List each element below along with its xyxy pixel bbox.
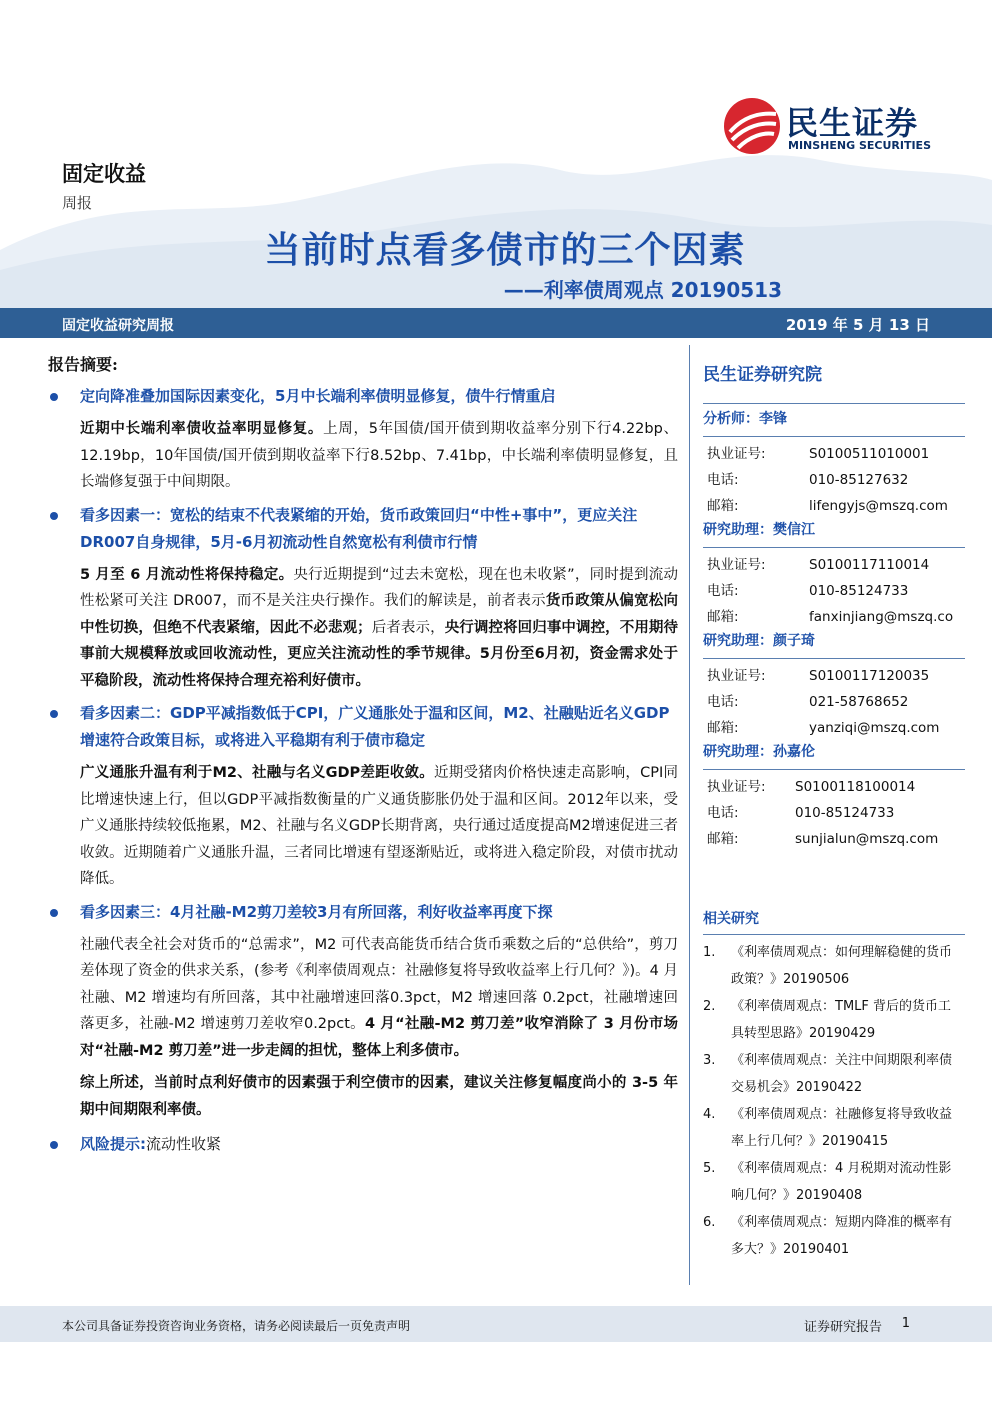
logo-cn-text: 民生证券: [786, 104, 919, 142]
section-paragraph: 近期中长端利率债收益率明显修复。上周，5年国债/国开债到期收益率分别下行4.22bp、12.19bp，10年国债/国开债到期收益率下行8.52bp、7.41bp，中长端利率债明显修复，且长端修复强于中间期限。: [80, 421, 678, 490]
risk-note: 风险提示:流动性收紧: [48, 1131, 678, 1158]
divider: [703, 934, 965, 935]
contact-row: 电话: 021-58768652: [707, 694, 909, 710]
contact-row: 执业证号: S0100117110014: [707, 557, 930, 573]
report-category: 固定收益: [62, 161, 146, 186]
minsheng-logo-icon: [722, 96, 782, 156]
page-subtitle: ——利率债周观点 20190513: [503, 278, 782, 302]
divider: [703, 436, 965, 437]
divider: [703, 403, 965, 404]
contact-row: 邮箱: fanxinjiang@mszq.co: [703, 604, 963, 630]
report-type: 周报: [62, 194, 93, 212]
column-divider: [689, 345, 690, 1285]
related-item[interactable]: 4. 《利率债周观点：社融修复将导致收益率上行几何？》20190415: [703, 1107, 953, 1149]
related-item[interactable]: 6. 《利率债周观点：短期内降准的概率有多大？》20190401: [703, 1215, 953, 1257]
report-date: 2019 年 5 月 13 日: [785, 316, 930, 334]
analyst-role: 研究助理：颜子琦: [703, 633, 815, 649]
header-band: [0, 308, 992, 338]
institute-name: 民生证券研究院: [703, 365, 822, 385]
section-paragraph: 社融代表全社会对货币的“总需求”，M2 可代表高能货币结合货币乘数之后的“总供给”，剪刀差体现了资金的供求关系，(参考《利率债周观点：社融修复将导致收益率上行几何？》)。4 月社融、M2 增速均有所回落，其中社融增速回落0.3pct，M2 增速回落 0.2pct，社融增速回落更多，社融-M2 增速剪刀差收窄0.2pct。4 月“社融-M2 剪刀差”收窄消除了 3 月份市场对“社融-M2 剪刀差”进一步走阔的担忧，整体上利多债市。: [80, 936, 679, 1059]
bullet-dot-icon: [50, 1141, 58, 1149]
related-research-title: 相关研究: [703, 911, 759, 927]
company-logo: [722, 96, 952, 160]
bullet-dot-icon: [50, 710, 58, 718]
bullet-dot-icon: [50, 393, 58, 401]
section-heading: 看多因素一：宽松的结束不代表紧缩的开始，货币政策回归“中性+事中”，更应关注DR007自身规律，5月-6月初流动性自然宽松有利债市行情: [48, 502, 678, 556]
contact-row: 执业证号: S0100117120035: [707, 668, 930, 684]
abstract-label: 报告摘要:: [48, 355, 118, 374]
contact-row: 执业证号: S0100511010001: [707, 446, 930, 462]
email-link[interactable]: fanxinjiang@mszq.co: [809, 609, 954, 625]
analyst-block: [703, 630, 963, 741]
contact-row: 邮箱: sunjialun@mszq.com: [703, 826, 963, 852]
related-item[interactable]: 3. 《利率债周观点：关注中间期限利率债交易机会》20190422: [703, 1053, 953, 1095]
section-heading: 定向降准叠加国际因素变化，5月中长端利率债明显修复，债牛行情重启: [48, 383, 678, 410]
divider: [703, 547, 965, 548]
related-item[interactable]: 1. 《利率债周观点：如何理解稳健的货币政策？》20190506: [703, 945, 953, 987]
related-item[interactable]: 2. 《利率债周观点：TMLF 背后的货币工具转型思路》20190429: [703, 999, 952, 1041]
contact-row: 邮箱: lifengyjs@mszq.com: [703, 493, 963, 519]
section-paragraph: 广义通胀升温有利于M2、社融与名义GDP差距收敛。近期受猪肉价格快速走高影响，CPI同比增速快速上行，但以GDP平减指数衡量的广义通货膨胀仍处于温和区间。2012年以来，受广义通胀持续较低拖累，M2、社融与名义GDP长期背离，央行通过适度提高M2增速促进三者收敛。近期随着广义通胀升温，三者同比增速有望逐渐贴近，或将进入稳定阶段，对债市扰动降低。: [80, 765, 678, 887]
contact-row: 电话: 010-85124733: [707, 583, 909, 599]
bullet-dot-icon: [50, 512, 58, 520]
email-link[interactable]: yanziqi@mszq.com: [809, 720, 940, 736]
analyst-block: [703, 741, 963, 852]
divider: [703, 769, 965, 770]
sidebar: [703, 360, 963, 1263]
analyst-role: 分析师：李锋: [703, 411, 787, 427]
section-heading: 看多因素三：4月社融-M2剪刀差较3月有所回落，利好收益率再度下探: [48, 899, 678, 926]
contact-row: 执业证号: S0100118100014: [707, 779, 916, 795]
analyst-role: 研究助理：樊信江: [703, 522, 815, 538]
bullet-dot-icon: [50, 909, 58, 917]
analyst-block: [703, 408, 963, 519]
section-heading: 看多因素二：GDP平减指数低于CPI，广义通胀处于温和区间，M2、社融贴近名义GDP增速符合政策目标，或将进入平稳期有利于债市稳定: [48, 700, 678, 754]
page-number: 1: [901, 1316, 910, 1331]
page-footer: [0, 1306, 992, 1342]
divider: [703, 658, 965, 659]
abstract-column: [48, 352, 678, 1158]
footer-label: 证券研究报告: [803, 1320, 882, 1335]
analyst-role: 研究助理：孙嘉伦: [703, 744, 815, 760]
related-item[interactable]: 5. 《利率债周观点：4 月税期对流动性影响几何？》20190408: [703, 1161, 952, 1203]
band-series-label: 固定收益研究周报: [62, 318, 174, 334]
contact-row: 电话: 010-85127632: [707, 472, 909, 488]
email-link[interactable]: lifengyjs@mszq.com: [809, 498, 948, 514]
page-title: 当前时点看多债市的三个因素: [264, 230, 746, 271]
contact-row: 电话: 010-85124733: [707, 805, 895, 821]
analyst-block: [703, 519, 963, 630]
contact-row: 邮箱: yanziqi@mszq.com: [703, 715, 963, 741]
logo-en-text: MINSHENG SECURITIES: [788, 139, 931, 152]
email-link[interactable]: sunjialun@mszq.com: [795, 831, 939, 847]
section-paragraph: 5 月至 6 月流动性将保持稳定。央行近期提到“过去未宽松，现在也未收紧”，同时提到流动性松紧可关注 DR007，而不是关注央行操作。我们的解读是，前者表示货币政策从偏宽松向中性切换，但绝不代表紧缩，因此不必悲观；后者表示，央行调控将回归事中调控，不用期待事前大规模释放或回收流动性，更应关注流动性的季节规律。5月份至6月初，资金需求处于平稳阶段，流动性将保持合理充裕利好债市。: [80, 566, 679, 689]
conclusion-paragraph: 综上所述，当前时点利好债市的因素强于利空债市的因素，建议关注修复幅度尚小的 3-5 年期中间期限利率债。: [80, 1075, 678, 1118]
footer-disclaimer: 本公司具备证券投资咨询业务资格，请务必阅读最后一页免责声明: [62, 1319, 411, 1333]
